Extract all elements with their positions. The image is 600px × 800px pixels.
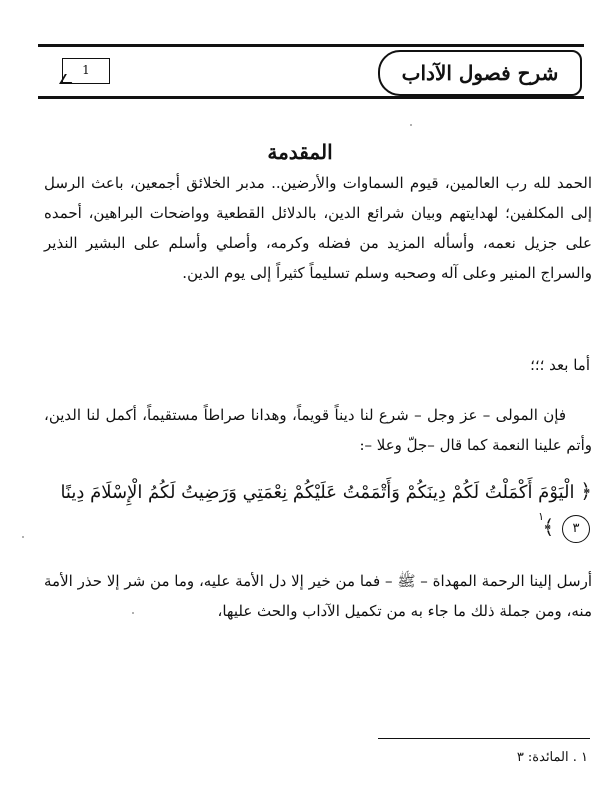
page-number: 1 (82, 63, 90, 77)
book-title: شرح فصول الآداب (378, 50, 582, 96)
scan-speck (410, 124, 412, 126)
page-corner-fold-icon (59, 74, 77, 84)
section-heading: المقدمة (267, 140, 333, 164)
verse-text: الْيَوْمَ أَكْمَلْتُ لَكُمْ دِينَكُمْ وَأَتْمَمْتُ عَلَيْكُمْ نِعْمَتِي وَرَضِيتُ لَكُمُ الْإِسْلَامَ دِينًا (60, 482, 575, 503)
scan-speck (22, 536, 24, 538)
scan-speck (132, 612, 134, 614)
header-top-rule (38, 44, 584, 47)
amma-bad-line: أما بعد ؛؛؛ (530, 356, 590, 374)
footnote: ١ . المائدة: ٣ (516, 750, 588, 765)
page-number-box (62, 58, 110, 84)
footnote-rule (378, 738, 590, 739)
second-paragraph: فإن المولى – عز وجل – شرع لنا ديناً قويماً، وهدانا صراطاً مستقيماً، أكمل لنا الدين، وأتم علينا النعمة كما قال –جلّ وعلا –: (44, 406, 592, 454)
third-paragraph: أرسل إلينا الرحمة المهداة – ﷺ – فما من خير إلا دل الأمة عليه، وما من شر إلا حذر الأمة منه، ومن جملة ذلك ما جاء به من تكميل الآداب والحث عليها، (44, 572, 592, 620)
intro-paragraph: الحمد لله رب العالمين، قيوم السماوات والأرضين.. مدبر الخلائق أجمعين، باعث الرسل إلى المكلفين؛ لهدايتهم وبيان شرائع الدين، بالدلائل القطعية وواضحات البراهين، أحمده على جزيل نعمه، وأسأله المزيد من فضله وكرمه، وأصلي وأسلم على البشير النذير والسراج المنير وعلى آله وصحبه وسلم تسليماً كثيراً إلى يوم الدين. (44, 174, 592, 282)
quran-verse (40, 474, 592, 546)
page-header (38, 36, 584, 108)
verse-close-bracket: ﴾ (542, 515, 555, 539)
verse-open-bracket: ﴿ (580, 479, 592, 503)
header-bottom-rule (38, 96, 584, 99)
footnote-marker: ١ (538, 510, 544, 523)
verse-number-icon: ٣ (562, 515, 590, 543)
